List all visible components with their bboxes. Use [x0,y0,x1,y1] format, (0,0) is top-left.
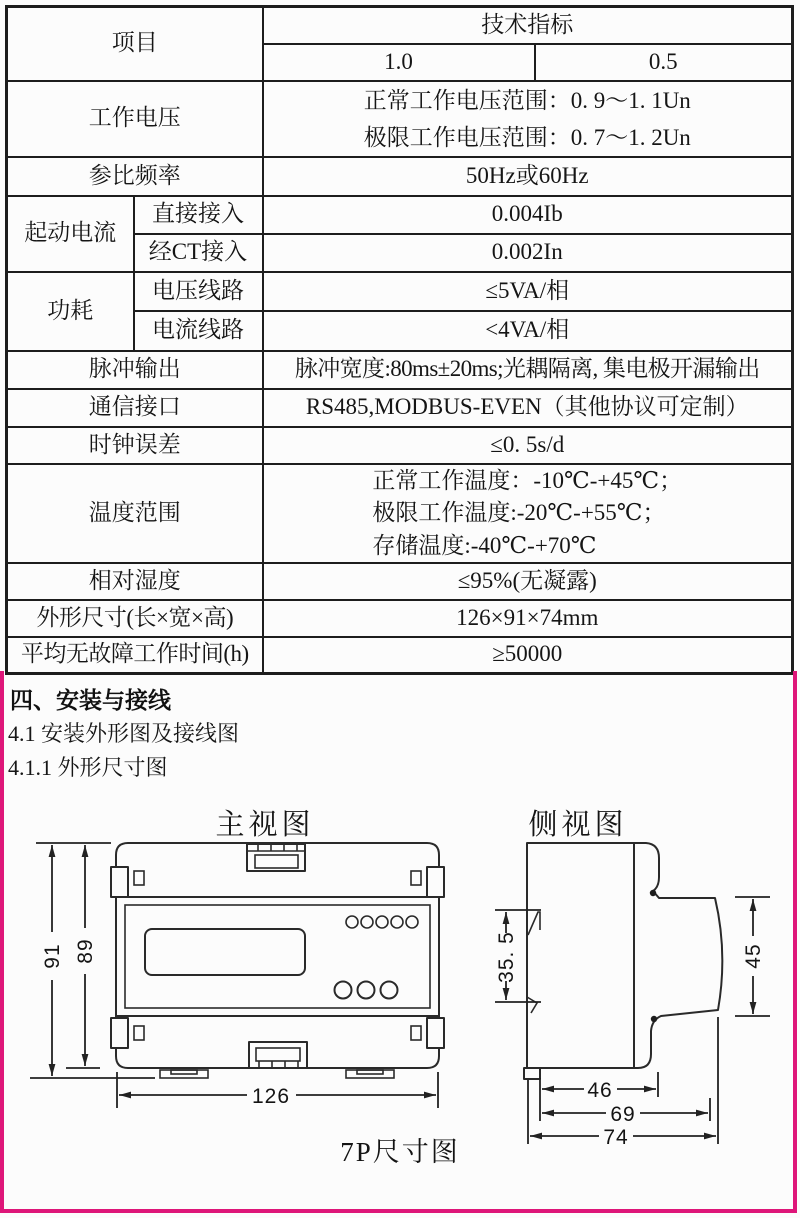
dim-depth-46: 46 [587,1079,613,1102]
row-power-current-value: <4VA/相 [263,311,793,351]
section-subheading-411: 4.1.1 外形尺寸图 [8,755,168,780]
row-start-current-direct-value: 0.004Ib [263,196,793,234]
row-humidity-label: 相对湿度 [7,563,263,600]
working-voltage-line1: 正常工作电压范围：0. 9～1. 1Un [363,87,691,113]
row-comm-label: 通信接口 [7,389,263,427]
dimension-diagram [0,798,800,1170]
row-working-voltage-label: 工作电压 [7,81,263,157]
row-dimensions-value: 126×91×74mm [263,600,793,637]
dim-depth-69: 69 [610,1103,636,1126]
row-comm-value: RS485,MODBUS-EVEN（其他协议可定制） [263,389,793,427]
row-start-current-ct-label: 经CT接入 [134,234,263,272]
temperature-line1: 正常工作温度：-10℃-+45℃； [372,467,683,493]
diagram-caption: 7P尺寸图 [340,1137,460,1167]
row-power-voltage-label: 电压线路 [134,272,263,311]
header-class-1-0: 1.0 [263,44,535,81]
row-working-voltage-value [263,81,793,157]
row-pulse-label: 脉冲输出 [7,351,263,389]
row-power-current-label: 电流线路 [134,311,263,351]
row-pulse-value: 脉冲宽度:80ms±20ms;光耦隔离, 集电极开漏输出 [263,351,793,389]
header-item: 项目 [7,7,263,81]
row-frequency-label: 参比频率 [7,157,263,196]
row-start-current-label: 起动电流 [7,196,134,272]
row-mtbf-value: ≥50000 [263,637,793,673]
row-start-current-direct-label: 直接接入 [134,196,263,234]
spec-table [5,5,794,675]
section-heading: 四、安装与接线 [10,687,171,713]
row-clock-value: ≤0. 5s/d [263,427,793,464]
side-view-dimensions [495,897,770,1149]
hinge-dot-bottom [651,1016,657,1022]
side-view-drawing [524,843,722,1079]
temperature-line2: 极限工作温度:-20℃-+55℃； [372,500,666,525]
row-dimensions-label: 外形尺寸(长×宽×高) [7,600,263,637]
dim-depth-74: 74 [603,1126,629,1149]
dim-clip-35-5: 35. 5 [495,931,518,983]
row-start-current-ct-value: 0.002In [263,234,793,272]
row-power-label: 功耗 [7,272,134,351]
dim-width-126: 126 [251,1085,291,1108]
dim-height-89: 89 [74,938,97,964]
row-humidity-value: ≤95%(无凝露) [263,563,793,600]
front-view-title: 主视图 [215,809,315,841]
side-view-title: 侧视图 [528,809,628,841]
row-temperature-label: 温度范围 [7,464,263,564]
row-temperature-value [263,464,793,564]
temperature-line3: 存储温度:-40℃-+70℃ [372,532,597,558]
working-voltage-line2: 极限工作电压范围：0. 7～1. 2Un [363,124,691,150]
row-frequency-value: 50Hz或60Hz [263,157,793,196]
dim-height-91: 91 [41,943,64,969]
front-view-drawing [111,843,444,1078]
row-mtbf-label: 平均无故障工作时间(h) [7,637,263,673]
section-subheading-41: 4.1 安装外形图及接线图 [8,721,240,746]
header-class-0-5: 0.5 [535,44,793,81]
header-spec: 技术指标 [263,7,793,44]
dim-face-45: 45 [742,943,765,969]
row-clock-label: 时钟误差 [7,427,263,464]
row-power-voltage-value: ≤5VA/相 [263,272,793,311]
hinge-dot-top [650,890,656,896]
rear-foot [524,1068,540,1079]
